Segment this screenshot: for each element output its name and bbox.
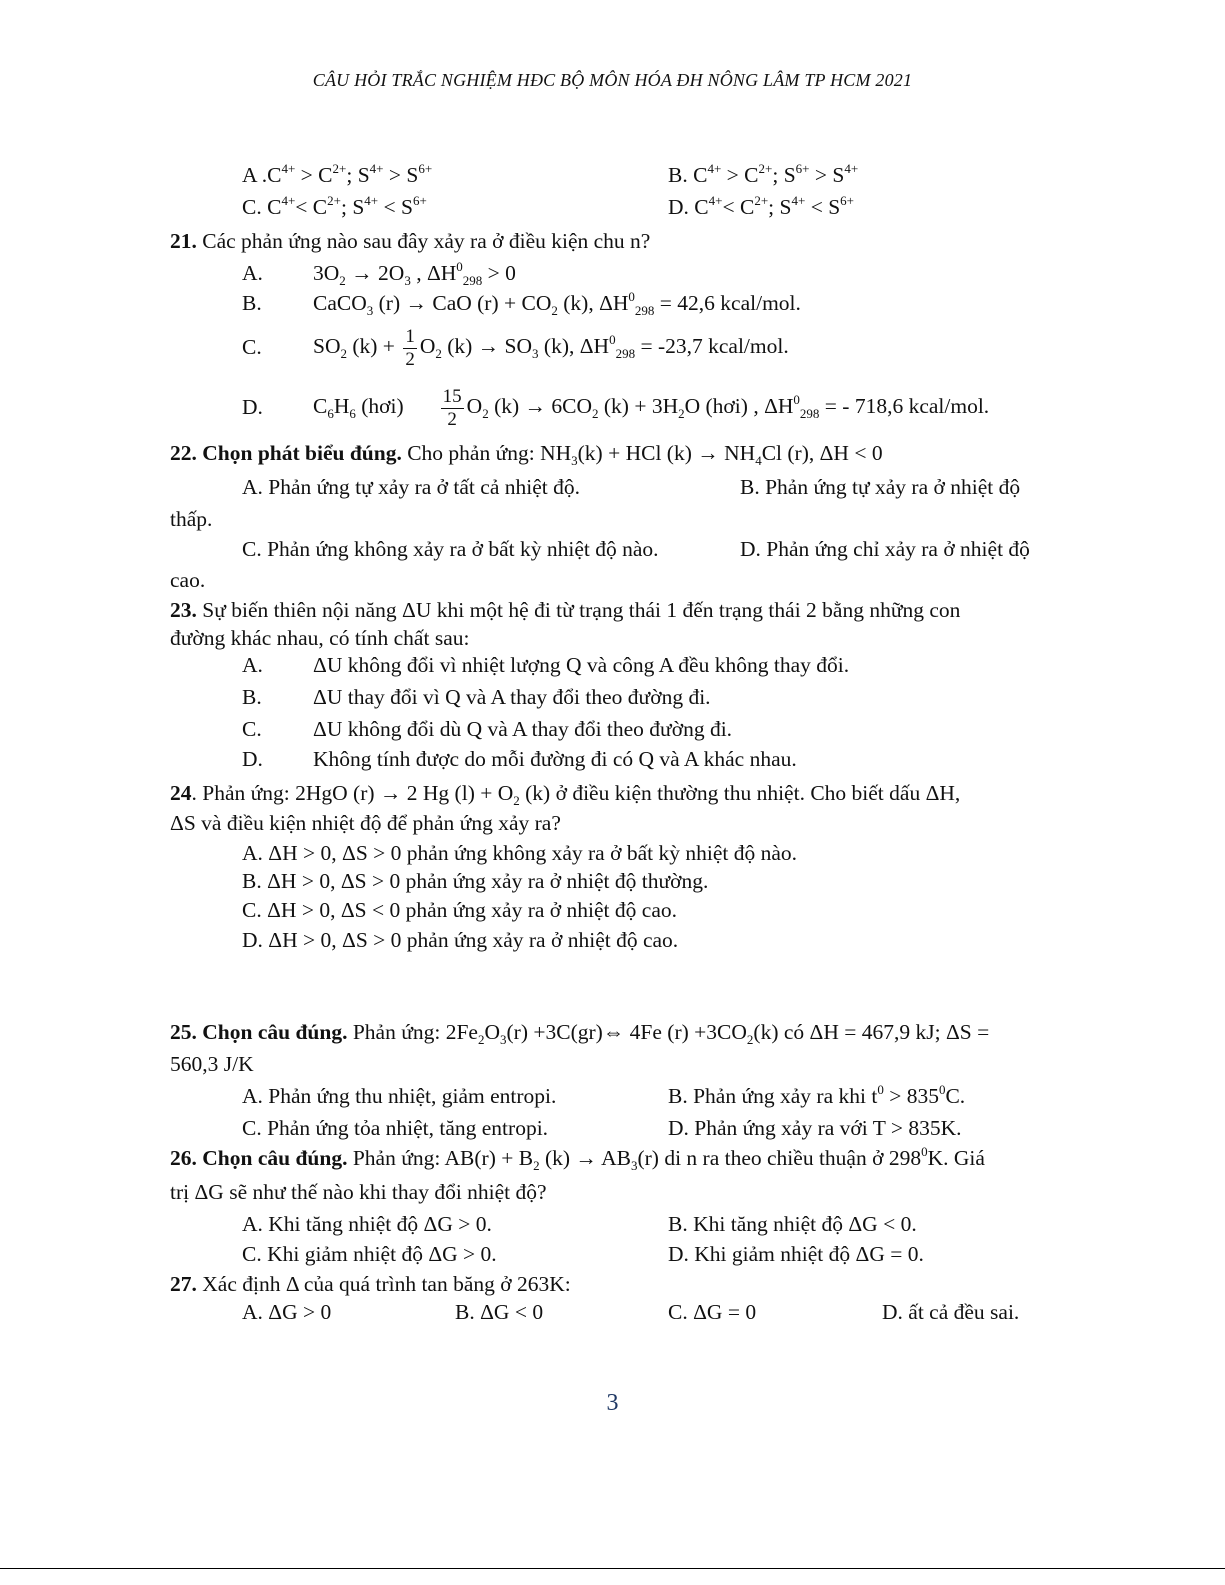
q24-question-continued: ΔS và điều kiện nhiệt độ để phản ứng xảy ra? (170, 811, 561, 835)
q27-question: 27. Xác định Δ của quá trình tan băng ở 263K: (170, 1272, 571, 1296)
q26-option-d: D. Khi giảm nhiệt độ ΔG = 0. (668, 1242, 924, 1266)
q26-option-c: C. Khi giảm nhiệt độ ΔG > 0. (242, 1242, 497, 1266)
q23-option-b: ΔU thay đổi vì Q và A thay đổi theo đường đi. (313, 685, 711, 709)
q22-option-d-continued: cao. (170, 568, 206, 592)
q22-option-d: D. Phản ứng chỉ xảy ra ở nhiệt độ (740, 537, 1030, 561)
q20-option-d: D. $C^{4+}< C^{2+}$; $S^{4+} < S^{6+}$ (668, 193, 854, 219)
q23-option-d: Không tính được do mỗi đường đi có Q và A khác nhau. (313, 747, 797, 771)
page-bottom-rule (0, 1568, 1225, 1569)
page-header: CÂU HỎI TRẮC NGHIỆM HĐC BỘ MÔN HÓA ĐH NÔNG LÂM TP HCM 2021 (312, 70, 913, 90)
q25-option-b: B. Phản ứng xảy ra khi $t^0 > 835^0C$. (668, 1082, 966, 1108)
q24-option-b: B. ΔH > 0, ΔS > 0 phản ứng xảy ra ở nhiệt độ thường. (242, 869, 709, 893)
q22-question: 22. Chọn phát biểu đúng. Cho phản ứng: $NH_3(k)$ + HCl $(k) \to NH_4Cl$ (r), ΔH < 0 (170, 441, 883, 468)
fraction-one-half: $\frac{1}{2}$ (405, 325, 415, 370)
q21-label-c: C. (242, 335, 262, 359)
q22-option-a: A. Phản ứng tự xảy ra ở tất cả nhiệt độ. (242, 475, 580, 499)
q24-option-c: C. ΔH > 0, ΔS < 0 phản ứng xảy ra ở nhiệt độ cao. (242, 898, 677, 922)
q23-option-c: ΔU không đổi dù Q và A thay đổi theo đường đi. (313, 717, 733, 741)
q23-question-continued: đường khác nhau, có tính chất sau: (170, 626, 470, 650)
q24-option-a: A. ΔH > 0, ΔS > 0 phản ứng không xảy ra ở bất kỳ nhiệt độ nào. (242, 841, 798, 865)
q21-label-a: A. (242, 261, 263, 285)
q27-option-a: A. ΔG > 0 (242, 1300, 332, 1324)
q23-label-a: A. (242, 653, 263, 677)
q21-option-a: $3O_2 \to 2O_3$ , $\Delta H^0_{298} > 0$ (313, 259, 516, 288)
q25-question: 25. Chọn câu đúng. Phản ứng: $2Fe_2O_3(r)$ +3C(gr)⇔ 4Fe $(r) +3CO_2(k)$ có ΔH = 467,9 kJ; ΔS = (170, 1020, 990, 1047)
q25-option-a: A. Phản ứng thu nhiệt, giảm entropi. (242, 1084, 557, 1108)
q21-label-d: D. (242, 395, 263, 419)
q25-question-continued: 560,3 J/K (170, 1052, 254, 1076)
q27-option-c: C. ΔG = 0 (668, 1300, 757, 1324)
q26-option-b: B. Khi tăng nhiệt độ ΔG < 0. (668, 1212, 917, 1236)
q27-option-b: B. ΔG < 0 (455, 1300, 544, 1324)
q23-label-b: B. (242, 685, 262, 709)
q25-option-c: C. Phản ứng tỏa nhiệt, tăng entropi. (242, 1116, 549, 1140)
q20-option-b: B. $C^{4+} > C^{2+}$; $S^{6+} > S^{4+}$ (668, 161, 859, 187)
q24-option-d: D. ΔH > 0, ΔS > 0 phản ứng xảy ra ở nhiệt độ cao. (242, 928, 679, 952)
q22-option-c: C. Phản ứng không xảy ra ở bất kỳ nhiệt độ nào. (242, 537, 659, 561)
q26-option-a: A. Khi tăng nhiệt độ ΔG > 0. (242, 1212, 492, 1236)
q21-question: 21. Các phản ứng nào sau đây xảy ra ở điều kiện chu n? (170, 229, 651, 253)
q23-question: 23. Sự biến thiên nội năng ΔU khi một hệ đi từ trạng thái 1 đến trạng thái 2 bằng những con (170, 598, 961, 622)
q22-option-b-continued: thấp. (170, 507, 213, 531)
q25-option-d: D. Phản ứng xảy ra với T > 835K. (668, 1116, 962, 1140)
q27-option-d: D. ất cả đều sai. (882, 1300, 1020, 1324)
q23-option-a: ΔU không đổi vì nhiệt lượng Q và công A đều không thay đổi. (313, 653, 850, 677)
page-number: 3 (606, 1390, 619, 1416)
q21-option-b: CaCO$_3$ (r) → CaO $(r) + CO_2$ (k), $\Delta H^0_{298} = 42,6$ kcal/mol. (313, 289, 801, 318)
q24-question: 24. Phản ứng: 2HgO (r) → 2 Hg $(l) + O_2$ (k) ở điều kiện thường thu nhiệt. Cho biết dấu ΔH, (170, 781, 961, 808)
q20-option-c: C. $C^{4+}< C^{2+}$; $S^{4+} < S^{6+}$ (242, 193, 427, 219)
q23-label-d: D. (242, 747, 263, 771)
q26-question-continued: trị ΔG sẽ như thế nào khi thay đổi nhiệt độ? (170, 1180, 547, 1204)
q26-question: 26. Chọn câu đúng. Phản ứng: $AB(r) + B_2$ $(k) \to AB_3(r)$ di n ra theo chiều thuận ở $298^0K$. Giá (170, 1144, 985, 1173)
q23-label-c: C. (242, 717, 262, 741)
q21-option-c: $SO_2$ (k) + $\frac{1}{2}$ $O_2$ $(k) \to SO_3$ (k), $\Delta H^0_{298} = -23,7$ kcal/mol. (313, 325, 789, 370)
q21-option-d: $C_6H_6$ (hơi) $\frac{15}{2}$ $O_2$ $(k) \to 6CO_2$ $(k) + 3H_2O$ (hơi) , $\Delta H^0_{298}$ = - 718,6 kcal/mol. (313, 385, 990, 430)
q21-label-b: B. (242, 291, 262, 315)
q20-option-a: A $.C^{4+} > C^{2+}$; $S^{4+} > S^{6+}$ (242, 161, 433, 187)
q22-option-b: B. Phản ứng tự xảy ra ở nhiệt độ (740, 475, 1021, 499)
fraction-fifteen-halves: $\frac{15}{2}$ (442, 385, 462, 430)
